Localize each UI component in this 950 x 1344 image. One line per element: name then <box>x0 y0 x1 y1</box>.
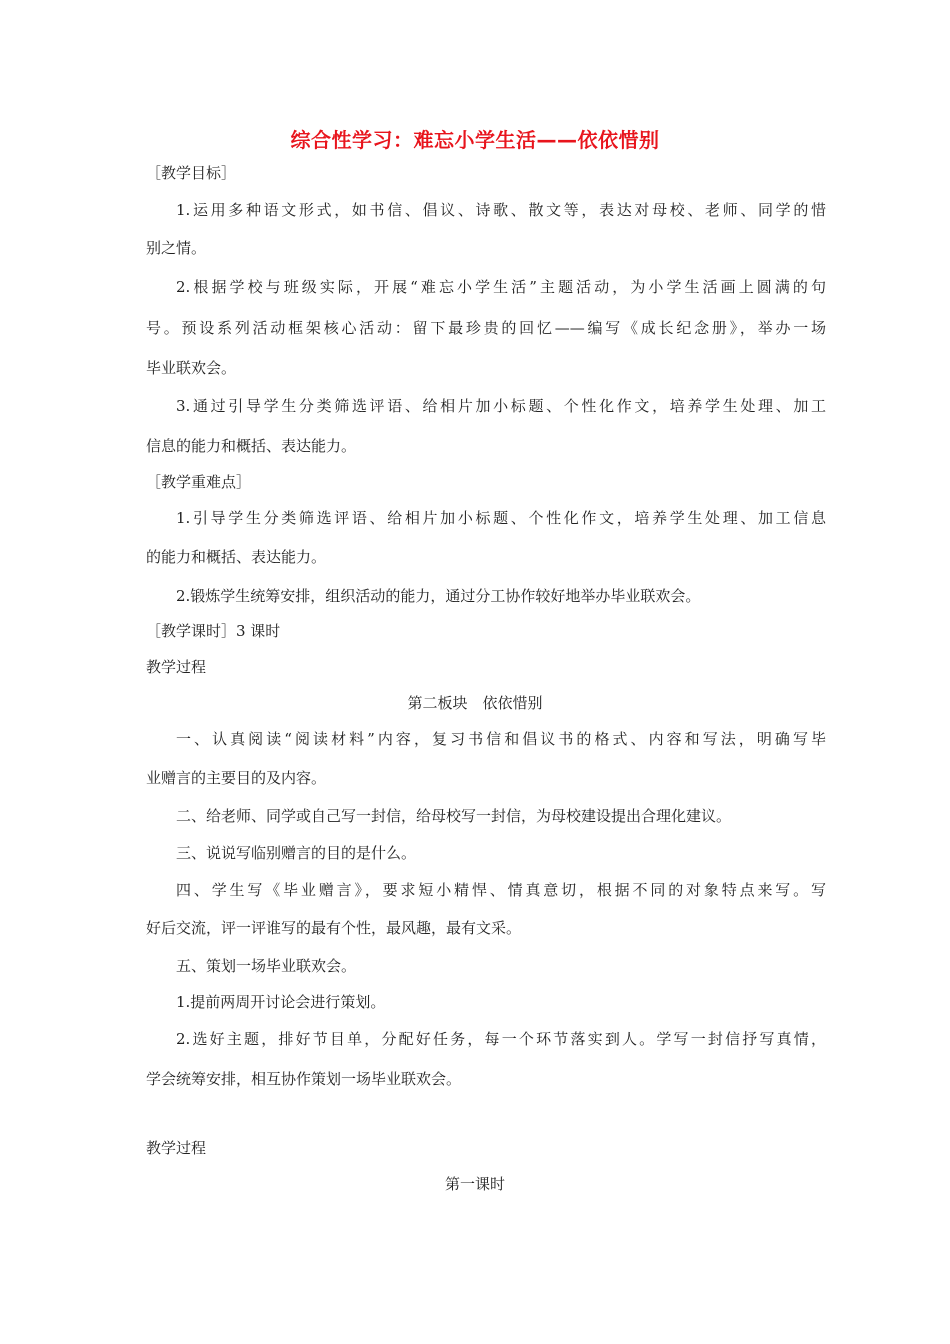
step-4-line-1: 四、学生写《毕业赠言》，要求短小精悍、情真意切，根据不同的对象特点来写。写 <box>176 881 826 899</box>
section-heading-objectives: ［教学目标］ <box>146 164 237 182</box>
step-3: 三、说说写临别赠言的目的是什么。 <box>176 844 417 862</box>
objective-2-line-2: 号。预设系列活动框架核心活动：留下最珍贵的回忆——编写《成长纪念册》，举办一场 <box>146 319 826 337</box>
section-heading-key-points: ［教学重难点］ <box>146 473 252 491</box>
key-point-2: 2.锻炼学生统筹安排，组织活动的能力，通过分工协作较好地举办毕业联欢会。 <box>176 587 701 605</box>
block-heading: 第二板块 依依惜别 <box>407 694 543 712</box>
objective-3-line-2: 信息的能力和概括、表达能力。 <box>146 437 357 455</box>
objective-2-line-1: 2.根据学校与班级实际，开展“难忘小学生活”主题活动，为小学生活画上圆满的句 <box>176 278 826 296</box>
objective-1-line-2: 别之情。 <box>146 239 207 257</box>
objective-2-line-3: 毕业联欢会。 <box>146 359 237 377</box>
process-heading-1: 教学过程 <box>146 658 207 676</box>
document-title: 综合性学习：难忘小学生活——依依惜别 <box>290 128 660 152</box>
step-2: 二、给老师、同学或自己写一封信，给母校写一封信，为母校建设提出合理化建议。 <box>176 807 732 825</box>
process-heading-2: 教学过程 <box>146 1139 207 1157</box>
step-5: 五、策划一场毕业联欢会。 <box>176 957 357 975</box>
objective-1-line-1: 1.运用多种语文形式，如书信、倡议、诗歌、散文等，表达对母校、老师、同学的惜 <box>176 201 826 219</box>
step-1-line-2: 业赠言的主要目的及内容。 <box>146 769 327 787</box>
step-5-2-line-1: 2.选好主题，排好节目单，分配好任务，每一个环节落实到人。学写一封信抒写真情， <box>176 1030 826 1048</box>
step-1-line-1: 一、认真阅读“阅读材料”内容，复习书信和倡议书的格式、内容和写法，明确写毕 <box>176 730 826 748</box>
lesson-heading: 第一课时 <box>444 1175 505 1193</box>
step-5-1: 1.提前两周开讨论会进行策划。 <box>176 993 386 1011</box>
key-point-1-line-2: 的能力和概括、表达能力。 <box>146 548 327 566</box>
section-heading-hours: ［教学课时］3 课时 <box>146 622 281 640</box>
step-4-line-2: 好后交流，评一评谁写的最有个性，最风趣，最有文采。 <box>146 919 522 937</box>
objective-3-line-1: 3.通过引导学生分类筛选评语、给相片加小标题、个性化作文，培养学生处理、加工 <box>176 397 826 415</box>
step-5-2-line-2: 学会统筹安排，相互协作策划一场毕业联欢会。 <box>146 1070 462 1088</box>
key-point-1-line-1: 1.引导学生分类筛选评语、给相片加小标题、个性化作文，培养学生处理、加工信息 <box>176 509 826 527</box>
